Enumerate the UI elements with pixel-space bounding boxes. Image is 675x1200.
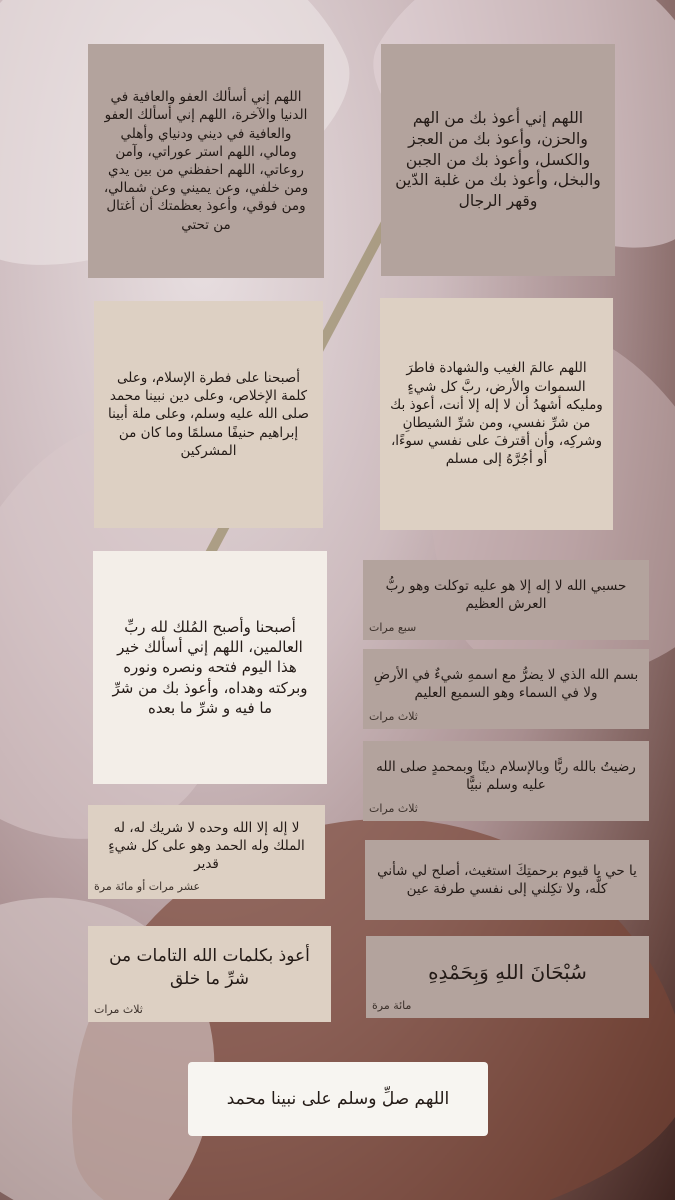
dua-card-11: [88, 926, 331, 1022]
dua-card-9: [88, 805, 325, 899]
dua-text: سُبْحَانَ اللهِ وَبِحَمْدِهِ: [428, 959, 587, 984]
dua-card-13: [188, 1062, 488, 1136]
dua-text: اللهم إني أسألك العفو والعافية في الدنيا والآخرة، اللهم إني أسألك العفو والعافية في ديني ودنياي وأهلي ومالي، اللهم استر عوراتي، وآمن روعاتي، اللهم احفظني من بين يدي ومن خلفي، وعن يميني وعن شمالي، ومن فوقي، وأعوذ بعظمتك أن أغتال من تحتي: [103, 89, 309, 233]
repeat-count: ثلاث مرات: [369, 802, 418, 816]
dua-text: أصبحنا وأصبح المُلك لله ربِّ العالمين، اللهم إني أسألك خير هذا اليوم فتحه ونصره ونوره وبركته وهداه، وأعوذ بك من شرِّ ما فيه و شرِّ ما بعده: [112, 617, 308, 717]
dua-card-10: [365, 840, 649, 920]
dua-card-5: [93, 551, 327, 784]
dua-text: أعوذ بكلمات الله التامات من شرِّ ما خلق: [109, 946, 310, 989]
repeat-count: ثلاث مرات: [369, 710, 418, 724]
dua-card-12: [366, 936, 649, 1018]
dua-card-6: [363, 560, 649, 640]
dua-card-4: [380, 298, 613, 530]
dua-text: يا حي يا قيوم برحمتِكَ استغيث، أصلح لي شأني كلَّه، ولا تكِلني إلى نفسي طرفة عين: [377, 862, 637, 897]
dua-card-3: [94, 301, 323, 528]
dua-text: اللهم إني أعوذ بك من الهم والحزن، وأعوذ بك من العجز والكسل، وأعوذ بك من الجبن والبخل، وأعوذ بك من غلبة الدّين وقهر الرجال: [395, 108, 601, 211]
dua-text: رضيتُ بالله ربًّا وبالإسلام دينًا وبمحمدٍ صلى الله عليه وسلم نبيًّا: [376, 758, 636, 793]
dua-card-2: [381, 44, 615, 276]
dua-card-8: [363, 741, 649, 821]
repeat-count: سبع مرات: [369, 621, 417, 635]
dua-text: حسبي الله لا إله إلا هو عليه توكلت وهو ربُّ العرش العظيم: [385, 577, 627, 612]
dua-text: أصبحنا على فطرة الإسلام، وعلى كلمة الإخلاص، وعلى دين نبينا محمد صلى الله عليه وسلم، وعلى ملة أبينا إبراهيم حنيفًا مسلمًا وما كان من المشركين: [108, 369, 309, 459]
repeat-count: عشر مرات أو مائة مرة: [94, 880, 201, 894]
dua-card-1: [88, 44, 324, 278]
dua-text: اللهم عالمَ الغيب والشهادة فاطرَ السموات والأرض، ربَّ كل شيءٍ ومليكه أشهدُ أن لا إله إلا أنت، أعوذ بك من شرِّ نفسي، ومن شرِّ الشيطانِ وشركِه، وأن أقترفَ على نفسي سوءًا، أو أجُرَّهُ إلى مسلم: [390, 360, 603, 468]
dua-text: اللهم صلِّ وسلم على نبينا محمد: [226, 1088, 450, 1109]
dua-card-7: [363, 649, 649, 729]
repeat-count: ثلاث مرات: [94, 1003, 143, 1017]
dua-text: بسم الله الذي لا يضرُّ مع اسمهِ شيءٌ في الأرضِ ولا في السماء وهو السميع العليم: [373, 666, 639, 701]
repeat-count: مائة مرة: [372, 999, 412, 1013]
dua-text: لا إله إلا الله وحده لا شريك له، له الملك وله الحمد وهو على كل شيءٍ قدير: [108, 819, 305, 873]
